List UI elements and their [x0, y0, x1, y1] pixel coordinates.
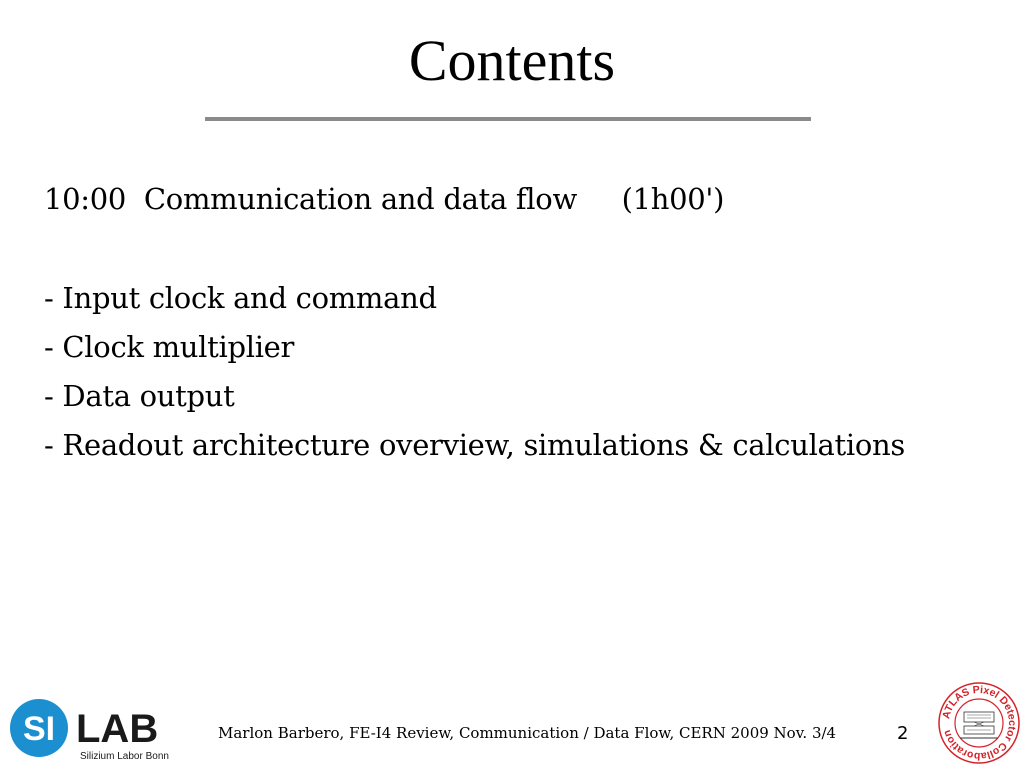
silab-logo-name: LAB	[76, 707, 159, 751]
agenda-time: 10:00	[44, 182, 127, 216]
silab-logo	[6, 698, 176, 762]
bullet-item: - Data output	[44, 379, 235, 413]
agenda-line	[44, 176, 1004, 222]
agenda-duration: (1h00')	[621, 182, 725, 216]
title-divider	[205, 117, 811, 121]
silab-logo-mark: SI	[22, 710, 56, 748]
footer-text: Marlon Barbero, FE-I4 Review, Communication / Data Flow, CERN 2009 Nov. 3/4	[218, 724, 837, 742]
bullet-item: - Input clock and command	[44, 281, 437, 315]
bullet-item: - Readout architecture overview, simulations & calculations	[44, 428, 905, 462]
bullet-list	[44, 274, 1004, 470]
page-number: 2	[897, 723, 909, 744]
atlas-logo-inner-ring	[955, 699, 1003, 747]
bullet-item: - Clock multiplier	[44, 330, 295, 364]
slide-body	[44, 176, 1004, 470]
silab-logo-subtitle: Silizium Labor Bonn	[80, 751, 169, 762]
atlas-logo-ring-text: ATLAS Pixel Detector Collaboration	[940, 683, 1019, 763]
slide-title: Contents	[408, 28, 616, 93]
atlas-pixel-logo	[936, 680, 1022, 766]
agenda-topic: Communication and data flow	[143, 182, 577, 216]
